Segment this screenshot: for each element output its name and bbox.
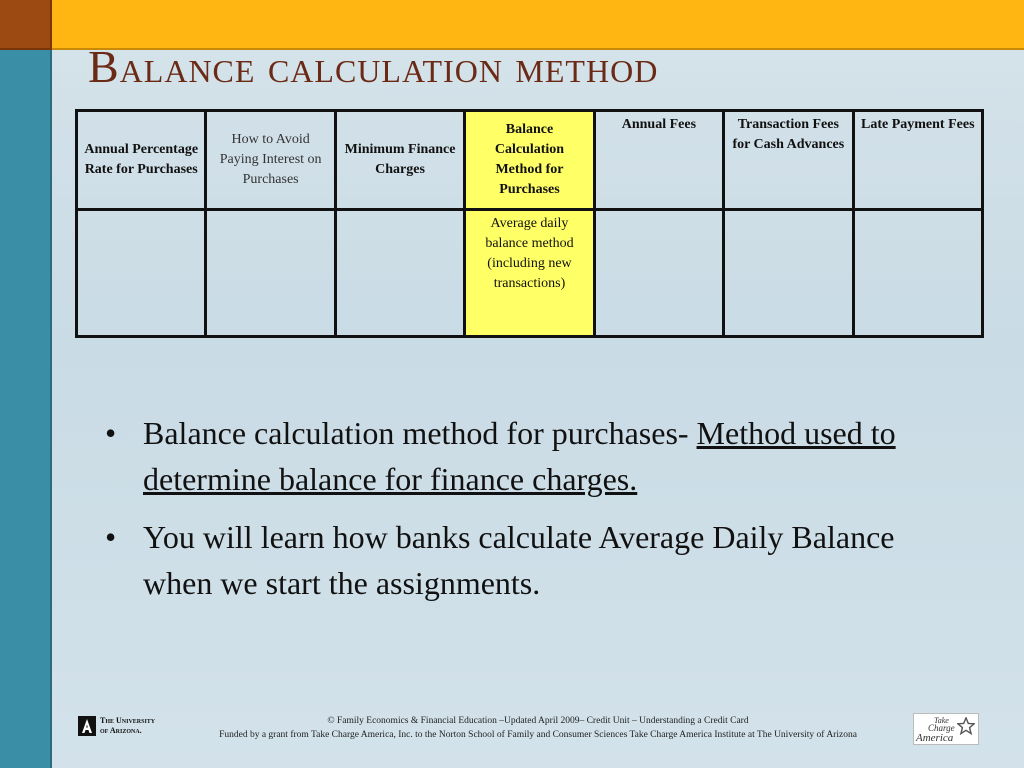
university-name-line2: of Arizona. bbox=[100, 726, 142, 735]
take-charge-america-logo bbox=[913, 713, 979, 745]
cell-avoid-interest bbox=[206, 210, 335, 337]
cell-apr bbox=[77, 210, 206, 337]
university-name-line1: The University bbox=[100, 716, 156, 725]
left-banner bbox=[0, 50, 52, 768]
header-min-finance: Minimum Finance Charges bbox=[335, 111, 464, 210]
bullet-definition: Method used to determine balance for finance charges. bbox=[143, 415, 896, 497]
bullet-text: Balance calculation method for purchases- bbox=[143, 415, 697, 451]
header-late-fees: Late Payment Fees bbox=[853, 111, 982, 210]
university-arizona-logo bbox=[78, 716, 155, 736]
bullet-item bbox=[105, 514, 945, 606]
table-header-row bbox=[77, 111, 983, 210]
cell-balance-method: Average daily balance method (including new transactions) bbox=[465, 210, 594, 337]
footer-funding: Funded by a grant from Take Charge America, Inc. to the Norton School of Family and Consumer Sciences Take Charge America Institute at The University of Arizona bbox=[219, 730, 857, 740]
bullet-item bbox=[105, 410, 945, 502]
logo-word-america: America bbox=[916, 732, 954, 744]
corner-accent bbox=[0, 0, 52, 50]
star-icon bbox=[957, 717, 975, 735]
bullet-list bbox=[105, 410, 945, 618]
slide-title: Balance calculation method bbox=[88, 41, 659, 92]
credit-card-terms-table bbox=[75, 109, 984, 338]
footer-credits bbox=[180, 714, 896, 742]
bullet-text: You will learn how banks calculate Average Daily Balance when we start the assignments. bbox=[143, 519, 895, 601]
footer-copyright: © Family Economics & Financial Education –Updated April 2009– Credit Unit – Understanding a Credit Card bbox=[327, 716, 749, 726]
header-avoid-interest: How to Avoid Paying Interest on Purchases bbox=[206, 111, 335, 210]
cell-late-fees bbox=[853, 210, 982, 337]
header-annual-fees: Annual Fees bbox=[594, 111, 723, 210]
header-apr: Annual Percentage Rate for Purchases bbox=[77, 111, 206, 210]
university-a-icon bbox=[78, 716, 96, 736]
table-row bbox=[77, 210, 983, 337]
bullet-dot: • bbox=[105, 519, 117, 555]
logo-word-take: Take bbox=[934, 716, 949, 725]
bullet-dot: • bbox=[105, 415, 117, 451]
cell-cash-advance-fees bbox=[724, 210, 853, 337]
cell-min-finance bbox=[335, 210, 464, 337]
header-balance-method: Balance Calculation Method for Purchases bbox=[465, 111, 594, 210]
logo-word-charge: Charge bbox=[928, 723, 955, 733]
cell-annual-fees bbox=[594, 210, 723, 337]
header-cash-advance-fees: Transaction Fees for Cash Advances bbox=[724, 111, 853, 210]
